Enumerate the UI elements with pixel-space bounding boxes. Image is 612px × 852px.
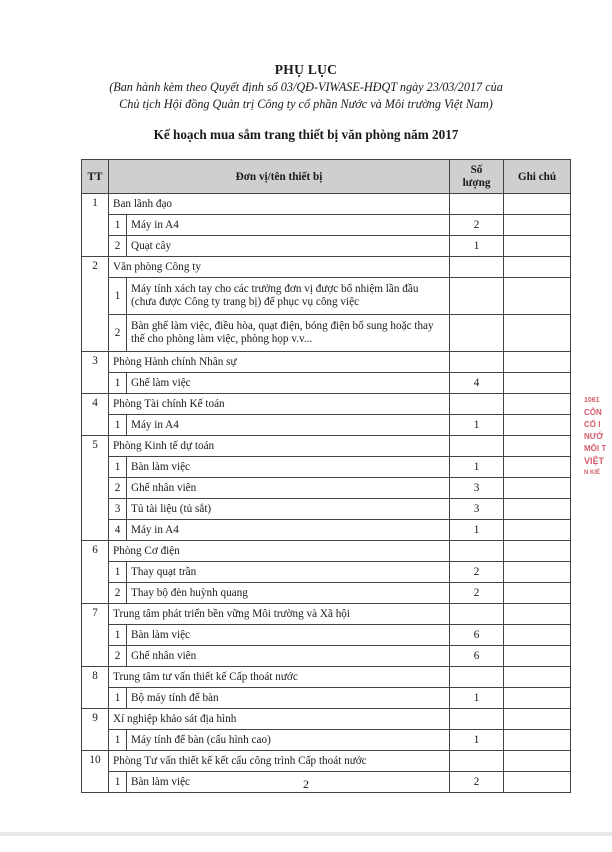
header-unit: Đơn vị/tên thiết bị [109, 160, 450, 194]
item-number: 1 [109, 457, 127, 478]
item-note [504, 625, 571, 646]
item-name: Tủ tài liệu (tủ sắt) [127, 499, 450, 520]
stamp-line: CÔN [584, 408, 602, 417]
group-row [82, 194, 571, 215]
item-name: Ghế làm việc [127, 373, 450, 394]
item-note [504, 688, 571, 709]
group-name: Phòng Tư vấn thiết kế kết cấu công trình Cấp thoát nước [109, 751, 450, 772]
item-note [504, 478, 571, 499]
item-quantity [450, 315, 504, 352]
item-name: Thay bộ đèn huỳnh quang [127, 583, 450, 604]
group-name: Ban lãnh đạo [109, 194, 450, 215]
item-number: 1 [109, 625, 127, 646]
group-row [82, 751, 571, 772]
item-name: Máy tính xách tay cho các trưởng đơn vị được bổ nhiệm lần đầu (chưa được Công ty trang bị) để phục vụ công việc [127, 278, 450, 315]
group-quantity-cell [450, 604, 504, 625]
table-body [82, 194, 571, 793]
group-note-cell [504, 541, 571, 562]
item-number: 1 [109, 215, 127, 236]
stamp-line: NƯỚ [584, 432, 604, 441]
table-row [82, 278, 571, 315]
item-note [504, 730, 571, 751]
table-row [82, 520, 571, 541]
subtitle-line-1: (Ban hành kèm theo Quyết định số 03/QĐ-VIWASE-HĐQT ngày 23/03/2017 của [109, 80, 503, 94]
header-quantity-line1: Số [470, 163, 483, 176]
group-quantity-cell [450, 751, 504, 772]
group-note-cell [504, 352, 571, 373]
group-name: Phòng Kinh tế dự toán [109, 436, 450, 457]
table-row [82, 562, 571, 583]
page-bottom-edge [0, 832, 612, 836]
item-note [504, 583, 571, 604]
table-row [82, 478, 571, 499]
item-quantity: 2 [450, 562, 504, 583]
item-number: 1 [109, 562, 127, 583]
item-note [504, 562, 571, 583]
item-quantity: 2 [450, 215, 504, 236]
group-row [82, 394, 571, 415]
stamp-line: N KIẾ [584, 470, 601, 476]
group-row [82, 352, 571, 373]
subtitle-line-2: Chủ tịch Hội đồng Quản trị Công ty cổ phần Nước và Môi trường Việt Nam) [119, 97, 493, 111]
group-number: 8 [82, 667, 109, 709]
group-note-cell [504, 667, 571, 688]
group-number: 1 [82, 194, 109, 257]
stamp-line: VIỆT [584, 456, 605, 466]
table-row [82, 646, 571, 667]
table-row [82, 625, 571, 646]
group-note-cell [504, 194, 571, 215]
group-row [82, 257, 571, 278]
group-number: 2 [82, 257, 109, 352]
item-note [504, 520, 571, 541]
group-quantity-cell [450, 709, 504, 730]
item-note [504, 457, 571, 478]
group-note-cell [504, 436, 571, 457]
item-note [504, 646, 571, 667]
item-name: Thay quạt trần [127, 562, 450, 583]
item-number: 4 [109, 520, 127, 541]
group-row [82, 436, 571, 457]
item-number: 1 [109, 730, 127, 751]
item-number: 1 [109, 772, 127, 793]
group-name: Phòng Cơ điện [109, 541, 450, 562]
group-name: Trung tâm tư vấn thiết kế Cấp thoát nước [109, 667, 450, 688]
item-number: 2 [109, 583, 127, 604]
item-name: Bàn ghế làm việc, điều hòa, quạt điện, bóng điện bổ sung hoặc thay thế cho phòng làm việc, phòng họp v.v... [127, 315, 450, 352]
item-note [504, 278, 571, 315]
group-number: 7 [82, 604, 109, 667]
item-quantity: 2 [450, 583, 504, 604]
group-quantity-cell [450, 436, 504, 457]
table-header-row [82, 160, 571, 194]
group-note-cell [504, 751, 571, 772]
group-number: 3 [82, 352, 109, 394]
item-number: 1 [109, 688, 127, 709]
stamp-line: MÔI T [584, 444, 607, 453]
equipment-table [81, 159, 571, 793]
item-note [504, 373, 571, 394]
group-quantity-cell [450, 667, 504, 688]
item-quantity: 3 [450, 499, 504, 520]
table-row [82, 688, 571, 709]
appendix-title: PHỤ LỤC [274, 62, 338, 77]
table-row [82, 457, 571, 478]
item-note [504, 415, 571, 436]
table-row [82, 583, 571, 604]
item-number: 1 [109, 415, 127, 436]
item-note [504, 499, 571, 520]
group-note-cell [504, 709, 571, 730]
group-quantity-cell [450, 394, 504, 415]
group-quantity-cell [450, 541, 504, 562]
group-note-cell [504, 604, 571, 625]
table-row [82, 236, 571, 257]
stamp-line: 1061 [584, 397, 600, 404]
item-name: Ghế nhân viên [127, 646, 450, 667]
item-quantity: 1 [450, 415, 504, 436]
group-note-cell [504, 257, 571, 278]
group-name: Phòng Tài chính Kế toán [109, 394, 450, 415]
item-quantity [450, 278, 504, 315]
group-row [82, 709, 571, 730]
item-quantity: 6 [450, 646, 504, 667]
item-quantity: 6 [450, 625, 504, 646]
item-quantity: 2 [450, 772, 504, 793]
item-number: 3 [109, 499, 127, 520]
table-row [82, 315, 571, 352]
item-name: Máy in A4 [127, 215, 450, 236]
group-number: 6 [82, 541, 109, 604]
header-note: Ghi chú [504, 160, 571, 194]
item-name: Bộ máy tính để bàn [127, 688, 450, 709]
item-note [504, 236, 571, 257]
item-quantity: 1 [450, 520, 504, 541]
table-row [82, 215, 571, 236]
table-row [82, 373, 571, 394]
group-name: Trung tâm phát triển bền vững Môi trường và Xã hội [109, 604, 450, 625]
item-name: Quạt cây [127, 236, 450, 257]
item-name: Bàn làm việc [127, 772, 450, 793]
group-note-cell [504, 394, 571, 415]
group-name: Văn phòng Công ty [109, 257, 450, 278]
item-quantity: 1 [450, 730, 504, 751]
company-seal-fragment [584, 395, 612, 495]
item-name: Bàn làm việc [127, 625, 450, 646]
item-name: Ghế nhân viên [127, 478, 450, 499]
item-quantity: 1 [450, 236, 504, 257]
header-quantity [450, 160, 504, 194]
table-row [82, 415, 571, 436]
group-name: Phòng Hành chính Nhân sự [109, 352, 450, 373]
item-quantity: 3 [450, 478, 504, 499]
item-number: 2 [109, 478, 127, 499]
header-tt: TT [82, 160, 109, 194]
group-row [82, 541, 571, 562]
group-number: 5 [82, 436, 109, 541]
group-quantity-cell [450, 257, 504, 278]
item-number: 1 [109, 373, 127, 394]
table-row [82, 730, 571, 751]
item-quantity: 4 [450, 373, 504, 394]
group-name: Xí nghiệp khảo sát địa hình [109, 709, 450, 730]
item-number: 2 [109, 236, 127, 257]
plan-title: Kế hoạch mua sắm trang thiết bị văn phòng năm 2017 [153, 127, 459, 142]
item-number: 1 [109, 278, 127, 315]
item-number: 2 [109, 315, 127, 352]
item-name: Máy tính để bàn (cấu hình cao) [127, 730, 450, 751]
item-quantity: 1 [450, 457, 504, 478]
page-number: 2 [303, 777, 309, 791]
group-row [82, 604, 571, 625]
item-name: Máy in A4 [127, 415, 450, 436]
header-quantity-line2: lượng [462, 176, 491, 189]
group-quantity-cell [450, 352, 504, 373]
item-name: Máy in A4 [127, 520, 450, 541]
group-row [82, 667, 571, 688]
item-note [504, 215, 571, 236]
item-name: Bàn làm việc [127, 457, 450, 478]
item-quantity: 1 [450, 688, 504, 709]
item-note [504, 315, 571, 352]
group-number: 9 [82, 709, 109, 751]
group-quantity-cell [450, 194, 504, 215]
table-row [82, 499, 571, 520]
group-number: 10 [82, 751, 109, 793]
stamp-line: CỔ I [584, 420, 601, 429]
item-number: 2 [109, 646, 127, 667]
group-number: 4 [82, 394, 109, 436]
